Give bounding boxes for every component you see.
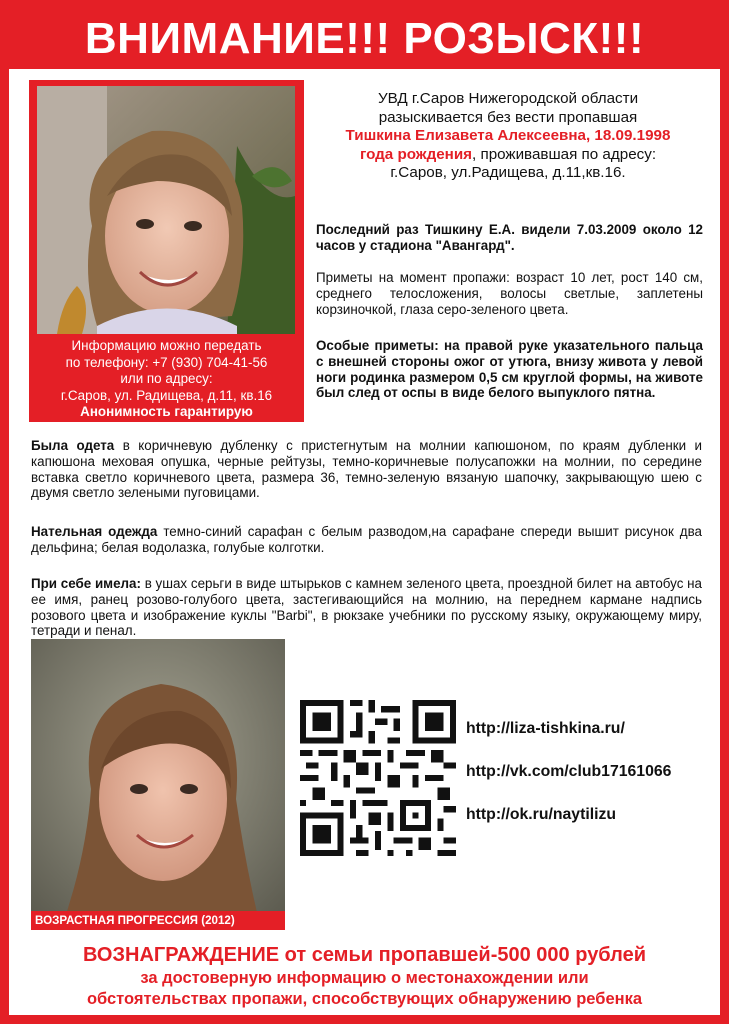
address-lead: , проживавшая по адресу: [472,145,657,163]
link-ok[interactable]: http://ok.ru/naytilizu [466,806,617,823]
contact-line-3: или по адресу: [120,371,213,386]
birth-year-label: года рождения [359,145,473,163]
last-seen-paragraph: Последний раз Тишкину Е.А. видели 7.03.2009 около 12 часов у стадиона "Авангард". [316,222,703,253]
underwear-text: темно-синий сарафан с белым разводом,на сарафане спереди вышит рисунок два дельфина; белая водолазка, голубые колготки. [31,524,702,555]
underwear-label: Нательная одежда [31,524,158,539]
underwear-paragraph [31,524,702,556]
reward-block [20,942,709,1010]
belongings-paragraph [31,576,702,639]
link-vk[interactable]: http://vk.com/club17161066 [466,763,672,780]
missing-girl-photo [37,86,295,334]
intro-line-4 [318,146,698,165]
age-progression-label: ВОЗРАСТНАЯ ПРОГРЕССИЯ (2012) [31,911,285,930]
reward-line-3: обстоятельствах пропажи, способствующих обнаружению ребенка [86,990,643,1008]
contact-panel [29,80,304,422]
contact-address: г.Саров, ул. Радищева, д.11, кв.16 [60,387,273,403]
qr-code-icon[interactable] [300,700,456,856]
clothing-label: Была одета [31,438,115,453]
special-features-paragraph [316,338,703,401]
contact-line-1: Информацию можно передать [71,338,262,353]
intro-block [318,90,698,183]
intro-line-1: УВД г.Саров Нижегородской области [377,90,639,107]
belongings-label: При себе имела: [31,576,141,591]
anonymity-note: Анонимность гарантирую [80,404,253,419]
clothing-text: в коричневую дубленку с пристегнутым на молнии капюшоном, по краям дубленки и капюшона меховая опушка, черные рейтузы, темно-коричневые полусапожки на молнии, по середине вставка светло коричневого цвета, размера 36, темно-зеленую вязаную шапочку, закрывающую шею с двумя светло зелеными пуговицами. [31,438,703,501]
missing-person-name: Тишкина Елизавета Алексеевна, 18.09.1998 [345,127,671,144]
reward-headline: ВОЗНАГРАЖДЕНИЕ от семьи пропавшей-500 000 рублей [82,944,647,966]
clothing-paragraph [31,438,702,501]
home-address: г.Саров, ул.Радищева, д.11,кв.16. [390,164,626,181]
page-title: ВНИМАНИЕ!!! РОЗЫСК!!! [9,9,720,69]
link-site[interactable]: http://liza-tishkina.ru/ [466,720,625,737]
belongings-text: в ушах серьги в виде штырьков с камнем зеленого цвета, проездной билет на автобус на ее имя, ранец розово-голубого цвета, застегивающийся на молнию, на переднем кармане надпись розового цвета и изображение куклы "Barbi", в рюкзаке учебники по русскому языку, окружающему миру, тетради и пенал. [31,576,702,639]
reward-line-2: за достоверную информацию о местонахождении или [140,969,589,987]
age-progression-photo [31,639,285,929]
intro-line-2: разыскивается без вести пропавшая [378,108,638,126]
special-features-text: на правой руке указательного пальца с внешней стороны ожог от утюга, внизу живота у левой ноги родинка размером 0,5 см круглой формы, на животе был след от оспы в виде белого выпуклого пятна. [316,338,704,401]
contact-phone[interactable]: по телефону: +7 (930) 704-41-56 [65,354,268,370]
links-list [466,718,671,847]
features-paragraph: Приметы на момент пропажи: возраст 10 лет, рост 140 см, среднего телосложения, волосы светлые, заплетены корзиночкой, глаза серо-зеленого цвета. [316,270,703,317]
contact-info [33,338,300,421]
special-features-label: Особые приметы: [316,338,439,353]
